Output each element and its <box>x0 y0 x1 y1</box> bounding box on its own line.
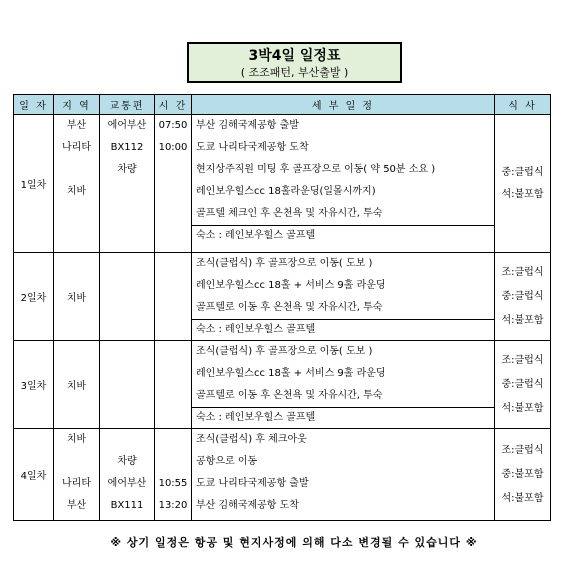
details-cell <box>192 429 495 521</box>
time-text: 10:00 <box>158 142 188 153</box>
table-row <box>14 429 551 521</box>
title-box <box>187 42 402 83</box>
details-cell <box>192 341 495 429</box>
header-transport: 교통편 <box>100 95 155 115</box>
time-cell <box>155 429 192 521</box>
detail-line: 도쿄 나리타국제공항 도착 <box>196 142 309 153</box>
header-meals: 식 사 <box>495 95 551 115</box>
page-subtitle: ( 조조패턴, 부산출발 ) <box>240 66 349 79</box>
day-cell: 2일차 <box>14 253 54 341</box>
table-row <box>14 115 551 253</box>
lodging-line: 숙소 : 레인보우힐스 골프텔 <box>192 407 494 428</box>
detail-line: 레인보우힐스cc 18홀 + 서비스 9홀 라운딩 <box>196 280 386 291</box>
day-cell: 4일차 <box>14 429 54 521</box>
details-cell <box>192 253 495 341</box>
detail-line: 골프텔로 이동 후 온천욕 및 자유시간, 투숙 <box>196 390 383 401</box>
header-date: 일 자 <box>14 95 54 115</box>
detail-line: 현지상주직원 미팅 후 골프장으로 이동( 약 50분 소요 ) <box>196 164 436 175</box>
table-row <box>14 253 551 341</box>
time-cell <box>155 253 192 341</box>
transport-cell <box>100 253 155 341</box>
time-text: 07:50 <box>158 120 188 131</box>
region-text: 부산 <box>66 120 87 131</box>
detail-line: 조식(클럽식) 후 골프장으로 이동( 도보 ) <box>196 346 373 357</box>
detail-line: 도쿄 나리타국제공항 출발 <box>196 478 309 489</box>
day-cell: 3일차 <box>14 341 54 429</box>
meal-text: 중:클럽식 <box>501 166 544 178</box>
transport-text <box>100 429 154 451</box>
details-cell <box>192 115 495 253</box>
region-cell <box>54 429 100 521</box>
lodging-line: 숙소 : 레인보우힐스 골프텔 <box>192 319 494 340</box>
detail-line: 레인보우힐스cc 18홀라운딩(일몰시까지) <box>196 186 376 197</box>
meal-text: 조:클럽식 <box>501 354 544 366</box>
meal-text: 중:클럽식 <box>501 378 544 390</box>
region-text: 치바 <box>66 434 87 445</box>
table-header-row <box>14 95 551 115</box>
transport-text: BX111 <box>110 500 144 511</box>
transport-text: 에어부산 <box>107 478 147 489</box>
meals-cell <box>495 341 551 429</box>
region-text <box>54 159 99 181</box>
detail-line: 골프텔로 이동 후 온천욕 및 자유시간, 투숙 <box>196 302 383 313</box>
transport-cell <box>100 429 155 521</box>
meals-cell <box>495 253 551 341</box>
meal-text: 조:클럽식 <box>501 444 544 456</box>
time-text <box>155 429 191 451</box>
time-text: 10:55 <box>158 478 188 489</box>
region-cell <box>54 115 100 253</box>
header-details: 세 부 일 정 <box>192 95 495 115</box>
transport-cell <box>100 115 155 253</box>
transport-text: 차량 <box>117 164 137 175</box>
detail-line: 부산 김해국제공항 도착 <box>196 500 299 511</box>
time-text <box>155 451 191 473</box>
region-text: 나리타 <box>62 478 91 489</box>
detail-line: 부산 김해국제공항 출발 <box>196 120 299 131</box>
region-text: 나리타 <box>62 142 91 153</box>
detail-line: 조식(클럽식) 후 골프장으로 이동( 도보 ) <box>196 258 373 269</box>
transport-text: 에어부산 <box>107 120 147 131</box>
meal-text: 석:불포함 <box>501 492 544 504</box>
time-cell <box>155 115 192 253</box>
detail-line: 공항으로 이동 <box>196 456 258 467</box>
day-cell: 1일차 <box>14 115 54 253</box>
detail-line: 조식(클럽식) 후 체크아웃 <box>196 434 307 445</box>
region-text: 치바 <box>66 186 87 197</box>
itinerary-table <box>13 94 551 521</box>
page-title: 3박4일 일정표 <box>248 48 341 64</box>
time-text: 13:20 <box>158 500 188 511</box>
transport-text: 차량 <box>117 456 137 467</box>
meals-cell <box>495 115 551 253</box>
header-time: 시 간 <box>155 95 192 115</box>
transport-cell <box>100 341 155 429</box>
lodging-line: 숙소 : 레인보우힐스 골프텔 <box>192 225 494 246</box>
meals-cell <box>495 429 551 521</box>
time-cell <box>155 341 192 429</box>
meal-text: 석:불포함 <box>501 402 544 414</box>
meal-text: 중:클럽식 <box>501 290 544 302</box>
detail-line: 레인보우힐스cc 18홀 + 서비스 9홀 라운딩 <box>196 368 386 379</box>
region-text: 부산 <box>66 500 87 511</box>
header-region: 지 역 <box>54 95 100 115</box>
region-cell: 치바 <box>54 341 100 429</box>
meal-text: 중:불포함 <box>501 468 544 480</box>
meal-text: 석:불포함 <box>501 188 544 200</box>
meal-text: 조:클럽식 <box>501 266 544 278</box>
transport-text: BX112 <box>110 142 144 153</box>
region-text <box>54 451 99 473</box>
detail-line: 골프텔 체크인 후 온천욕 및 자유시간, 투숙 <box>196 208 383 219</box>
region-cell: 치바 <box>54 253 100 341</box>
table-row <box>14 341 551 429</box>
meal-text: 석:불포함 <box>501 314 544 326</box>
footer-note: ※ 상기 일정은 항공 및 현지사정에 의해 다소 변경될 수 있습니다 ※ <box>110 536 478 549</box>
